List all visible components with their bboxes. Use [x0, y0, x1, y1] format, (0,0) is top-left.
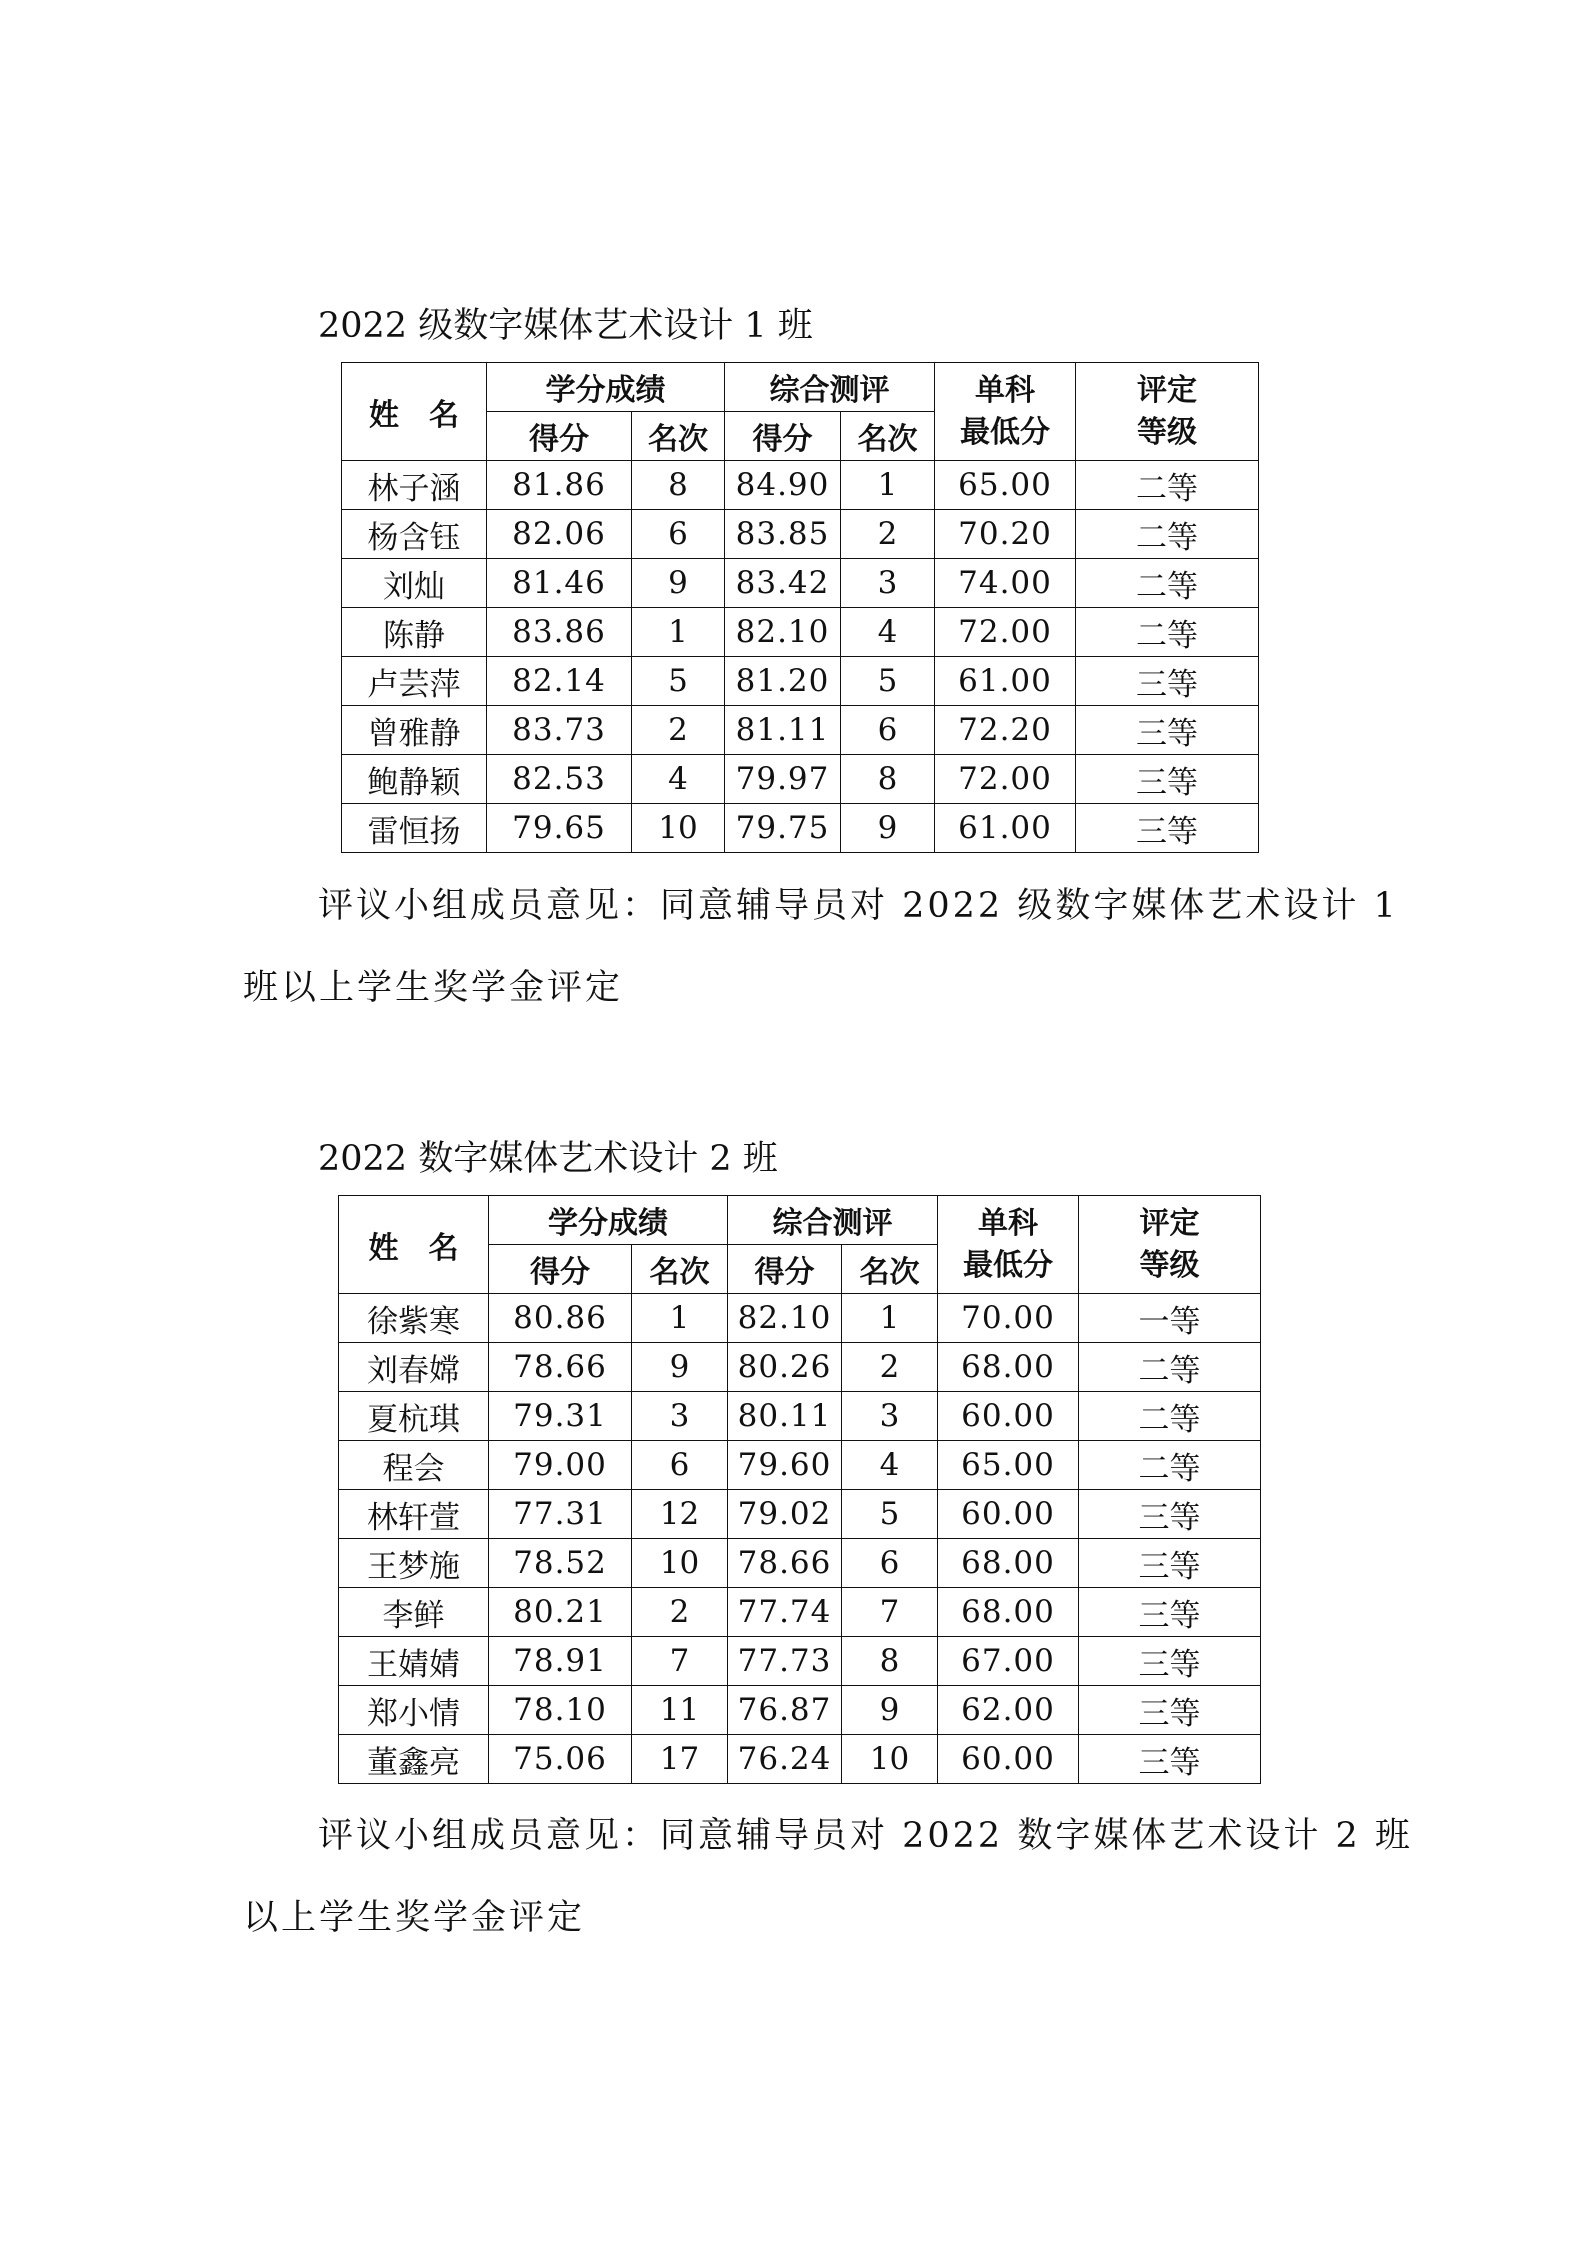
cell-credit-rank: 9 [632, 559, 725, 608]
cell-credit-rank: 6 [632, 510, 725, 559]
table-row [339, 1441, 1261, 1490]
header-grade [1076, 363, 1259, 461]
cell-min-score: 74.00 [935, 559, 1076, 608]
cell-credit-rank: 12 [632, 1490, 728, 1539]
cell-credit-score: 82.53 [487, 755, 632, 804]
class-2-remark-line2: 以上学生奖学金评定 [243, 1898, 586, 1938]
cell-name: 杨含钰 [342, 510, 487, 559]
cell-min-score: 72.00 [935, 608, 1076, 657]
cell-grade: 二等 [1079, 1392, 1261, 1441]
cell-credit-score: 81.86 [487, 461, 632, 510]
cell-comp-score: 80.26 [728, 1343, 842, 1392]
cell-min-score: 65.00 [935, 461, 1076, 510]
cell-credit-score: 78.66 [489, 1343, 632, 1392]
cell-credit-score: 77.31 [489, 1490, 632, 1539]
header-name: 姓 名 [342, 363, 487, 461]
header-name: 姓 名 [339, 1196, 489, 1294]
cell-comp-rank: 1 [842, 1294, 938, 1343]
cell-grade: 三等 [1079, 1637, 1261, 1686]
header-credit-score: 得分 [489, 1245, 632, 1294]
table-row [339, 1735, 1261, 1784]
cell-name: 董鑫亮 [339, 1735, 489, 1784]
cell-grade: 三等 [1079, 1735, 1261, 1784]
cell-comp-rank: 3 [842, 1392, 938, 1441]
cell-comp-rank: 2 [842, 1343, 938, 1392]
cell-comp-score: 76.87 [728, 1686, 842, 1735]
table-header-row [339, 1196, 1261, 1245]
cell-min-score: 72.20 [935, 706, 1076, 755]
cell-comp-score: 81.20 [725, 657, 841, 706]
header-min-subject [938, 1196, 1079, 1294]
cell-grade: 一等 [1079, 1294, 1261, 1343]
cell-credit-rank: 1 [632, 608, 725, 657]
cell-name: 王婧婧 [339, 1637, 489, 1686]
cell-min-score: 67.00 [938, 1637, 1079, 1686]
cell-comp-score: 83.42 [725, 559, 841, 608]
cell-grade: 二等 [1076, 608, 1259, 657]
header-min-subject [935, 363, 1076, 461]
cell-credit-rank: 10 [632, 1539, 728, 1588]
cell-credit-score: 78.10 [489, 1686, 632, 1735]
cell-comp-rank: 1 [841, 461, 935, 510]
cell-grade: 二等 [1076, 559, 1259, 608]
header-comp-rank: 名次 [842, 1245, 938, 1294]
cell-min-score: 65.00 [938, 1441, 1079, 1490]
cell-grade: 三等 [1079, 1588, 1261, 1637]
cell-comp-score: 79.60 [728, 1441, 842, 1490]
cell-min-score: 60.00 [938, 1392, 1079, 1441]
table-row [339, 1588, 1261, 1637]
cell-comp-rank: 7 [842, 1588, 938, 1637]
cell-credit-score: 83.86 [487, 608, 632, 657]
cell-comp-score: 79.02 [728, 1490, 842, 1539]
cell-credit-rank: 4 [632, 755, 725, 804]
cell-name: 卢芸萍 [342, 657, 487, 706]
header-comp-score: 得分 [725, 412, 841, 461]
cell-grade: 三等 [1079, 1539, 1261, 1588]
table-row [339, 1686, 1261, 1735]
cell-comp-rank: 9 [841, 804, 935, 853]
cell-min-score: 60.00 [938, 1735, 1079, 1784]
cell-credit-rank: 2 [632, 706, 725, 755]
cell-comp-score: 83.85 [725, 510, 841, 559]
table-header-row [342, 363, 1259, 412]
header-comp-group: 综合测评 [725, 363, 935, 412]
header-grade-line1: 评定 [1139, 1205, 1200, 1241]
cell-comp-rank: 6 [841, 706, 935, 755]
header-grade-line1: 评定 [1137, 372, 1197, 408]
cell-credit-rank: 7 [632, 1637, 728, 1686]
cell-credit-score: 82.14 [487, 657, 632, 706]
cell-credit-score: 78.91 [489, 1637, 632, 1686]
cell-credit-rank: 5 [632, 657, 725, 706]
cell-comp-rank: 2 [841, 510, 935, 559]
table-row [342, 706, 1259, 755]
cell-credit-score: 83.73 [487, 706, 632, 755]
cell-comp-rank: 8 [842, 1637, 938, 1686]
header-min-subject-line1: 单科 [975, 372, 1035, 408]
cell-comp-score: 77.74 [728, 1588, 842, 1637]
cell-min-score: 61.00 [935, 804, 1076, 853]
header-credit-score: 得分 [487, 412, 632, 461]
cell-comp-rank: 8 [841, 755, 935, 804]
cell-name: 徐紫寒 [339, 1294, 489, 1343]
cell-min-score: 72.00 [935, 755, 1076, 804]
header-credit-rank: 名次 [632, 1245, 728, 1294]
cell-name: 鲍静颖 [342, 755, 487, 804]
cell-name: 李鲜 [339, 1588, 489, 1637]
table-row [342, 657, 1259, 706]
cell-min-score: 60.00 [938, 1490, 1079, 1539]
header-comp-rank: 名次 [841, 412, 935, 461]
class-2-score-table [338, 1195, 1261, 1784]
cell-comp-rank: 10 [842, 1735, 938, 1784]
cell-grade: 三等 [1079, 1686, 1261, 1735]
cell-name: 林轩萱 [339, 1490, 489, 1539]
class-1-caption: 2022 级数字媒体艺术设计 1 班 [318, 306, 813, 346]
cell-name: 夏杭琪 [339, 1392, 489, 1441]
cell-grade: 三等 [1076, 706, 1259, 755]
cell-credit-rank: 3 [632, 1392, 728, 1441]
cell-min-score: 68.00 [938, 1588, 1079, 1637]
cell-grade: 二等 [1079, 1441, 1261, 1490]
cell-credit-score: 78.52 [489, 1539, 632, 1588]
class-2-remark-line1: 评议小组成员意见：同意辅导员对 2022 数字媒体艺术设计 2 班 [318, 1816, 1413, 1856]
cell-name: 陈静 [342, 608, 487, 657]
cell-grade: 三等 [1076, 804, 1259, 853]
cell-comp-score: 78.66 [728, 1539, 842, 1588]
cell-comp-score: 84.90 [725, 461, 841, 510]
table-row [342, 559, 1259, 608]
header-min-subject-line2: 最低分 [960, 414, 1050, 450]
header-min-subject-line2: 最低分 [963, 1247, 1053, 1283]
cell-credit-score: 79.31 [489, 1392, 632, 1441]
class-2-caption: 2022 数字媒体艺术设计 2 班 [318, 1139, 778, 1179]
header-grade [1079, 1196, 1261, 1294]
cell-comp-rank: 9 [842, 1686, 938, 1735]
table-row [342, 510, 1259, 559]
header-credit-group: 学分成绩 [489, 1196, 728, 1245]
cell-comp-score: 79.97 [725, 755, 841, 804]
cell-comp-rank: 5 [842, 1490, 938, 1539]
cell-comp-rank: 4 [841, 608, 935, 657]
header-comp-group: 综合测评 [728, 1196, 938, 1245]
header-comp-score: 得分 [728, 1245, 842, 1294]
cell-comp-score: 82.10 [725, 608, 841, 657]
cell-credit-score: 80.86 [489, 1294, 632, 1343]
table-row [342, 755, 1259, 804]
cell-credit-rank: 17 [632, 1735, 728, 1784]
cell-comp-score: 81.11 [725, 706, 841, 755]
table-row [342, 461, 1259, 510]
header-grade-line2: 等级 [1139, 1247, 1200, 1283]
cell-min-score: 61.00 [935, 657, 1076, 706]
cell-grade: 二等 [1079, 1343, 1261, 1392]
table-row [339, 1392, 1261, 1441]
cell-name: 曾雅静 [342, 706, 487, 755]
cell-min-score: 68.00 [938, 1343, 1079, 1392]
cell-credit-score: 79.00 [489, 1441, 632, 1490]
table-row [339, 1539, 1261, 1588]
cell-comp-rank: 5 [841, 657, 935, 706]
cell-min-score: 70.20 [935, 510, 1076, 559]
cell-comp-score: 76.24 [728, 1735, 842, 1784]
cell-comp-rank: 6 [842, 1539, 938, 1588]
header-credit-group: 学分成绩 [487, 363, 725, 412]
table-row [339, 1294, 1261, 1343]
header-min-subject-line1: 单科 [978, 1205, 1038, 1241]
class-1-remark-line1: 评议小组成员意见：同意辅导员对 2022 级数字媒体艺术设计 1 [318, 886, 1399, 926]
cell-comp-score: 79.75 [725, 804, 841, 853]
header-credit-rank: 名次 [632, 412, 725, 461]
cell-name: 程会 [339, 1441, 489, 1490]
table-row [339, 1637, 1261, 1686]
cell-min-score: 62.00 [938, 1686, 1079, 1735]
cell-credit-rank: 10 [632, 804, 725, 853]
table-row [342, 608, 1259, 657]
cell-credit-score: 81.46 [487, 559, 632, 608]
cell-credit-rank: 11 [632, 1686, 728, 1735]
cell-credit-rank: 9 [632, 1343, 728, 1392]
cell-name: 郑小情 [339, 1686, 489, 1735]
header-grade-line2: 等级 [1137, 414, 1197, 450]
class-1-remark-line2: 班以上学生奖学金评定 [243, 968, 624, 1008]
cell-credit-rank: 6 [632, 1441, 728, 1490]
cell-grade: 三等 [1076, 657, 1259, 706]
cell-comp-rank: 3 [841, 559, 935, 608]
cell-comp-score: 82.10 [728, 1294, 842, 1343]
cell-comp-score: 80.11 [728, 1392, 842, 1441]
cell-comp-rank: 4 [842, 1441, 938, 1490]
cell-credit-rank: 8 [632, 461, 725, 510]
cell-min-score: 70.00 [938, 1294, 1079, 1343]
cell-name: 王梦施 [339, 1539, 489, 1588]
cell-grade: 三等 [1079, 1490, 1261, 1539]
cell-comp-score: 77.73 [728, 1637, 842, 1686]
cell-name: 雷恒扬 [342, 804, 487, 853]
cell-name: 林子涵 [342, 461, 487, 510]
cell-name: 刘灿 [342, 559, 487, 608]
cell-credit-score: 79.65 [487, 804, 632, 853]
cell-grade: 二等 [1076, 461, 1259, 510]
cell-name: 刘春嫦 [339, 1343, 489, 1392]
cell-grade: 二等 [1076, 510, 1259, 559]
cell-grade: 三等 [1076, 755, 1259, 804]
table-row [339, 1343, 1261, 1392]
cell-min-score: 68.00 [938, 1539, 1079, 1588]
cell-credit-rank: 1 [632, 1294, 728, 1343]
cell-credit-rank: 2 [632, 1588, 728, 1637]
cell-credit-score: 75.06 [489, 1735, 632, 1784]
cell-credit-score: 80.21 [489, 1588, 632, 1637]
class-1-score-table [341, 362, 1259, 853]
table-row [339, 1490, 1261, 1539]
cell-credit-score: 82.06 [487, 510, 632, 559]
table-row [342, 804, 1259, 853]
